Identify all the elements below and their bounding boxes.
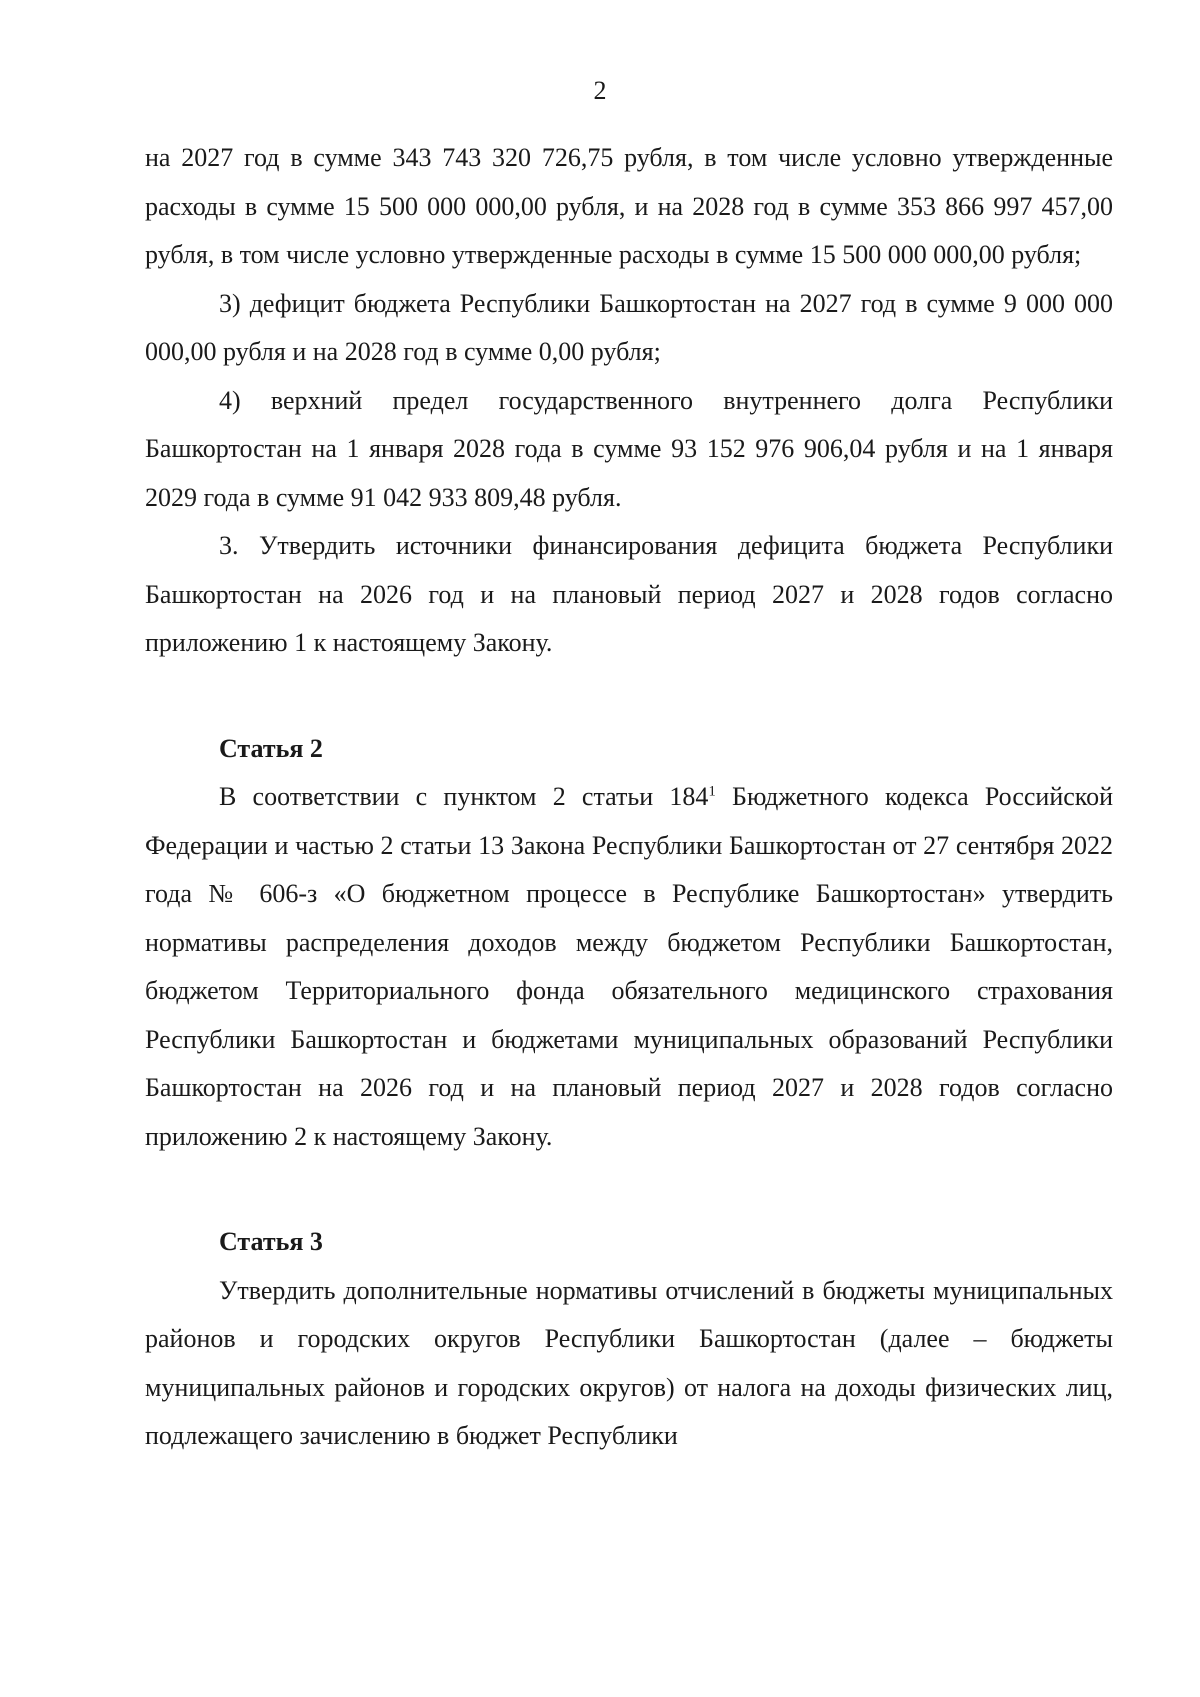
item-4-paragraph: 4) верхний предел государственного внутреннего долга Республики Башкортостан на 1 января 2028 года в сумме 93 152 976 906,04 рубля и на 1 января 2029 года в сумме 91 042 933 809,48 рубля. [145, 385, 1113, 512]
section-spacer [145, 1161, 1113, 1218]
item-3-paragraph: 3) дефицит бюджета Республики Башкортостан на 2027 год в сумме 9 000 000 000,00 рубля и на 2028 год в сумме 0,00 рубля; [145, 288, 1113, 366]
article-2-text-end: Бюджетного кодекса Российской Федерации и частью 2 статьи 13 Закона Республики Башкортостан от 27 сентября 2022 года № 606-з «О бюджетном процессе в Республике Башкортостан» утвердить нормативы распределения доходов между бюджетом Республики Башкортостан, бюджетом Территориального фонда обязательного медицинского страхования Республики Башкортостан и бюджетами муниципальных образований Республики Башкортостан на 2026 год и на плановый период 2027 и 2028 годов согласно приложению 2 к настоящему Закону. [145, 782, 1113, 1151]
section-spacer [145, 668, 1113, 725]
article-2-heading: Статья 2 [219, 733, 323, 763]
document-body [145, 134, 1113, 1461]
continuation-paragraph: на 2027 год в сумме 343 743 320 726,75 рубля, в том числе условно утвержденные расходы в сумме 15 500 000 000,00 рубля, и на 2028 год в сумме 353 866 997 457,00 рубля, в том числе условно утвержденные расходы в сумме 15 500 000 000,00 рубля; [145, 143, 1113, 269]
page-number: 2 [593, 76, 607, 105]
article-3-paragraph: Утвердить дополнительные нормативы отчислений в бюджеты муниципальных районов и городских округов Республики Башкортостан (далее – бюджеты муниципальных районов и городских округов) от налога на доходы физических лиц, подлежащего зачислению в бюджет Республики [145, 1275, 1113, 1450]
article-2-text-start: В соответствии с пунктом 2 статьи 184 [219, 782, 709, 811]
article-2-paragraph [145, 773, 1113, 1161]
article-2-superscript: 1 [708, 783, 716, 800]
point-3-paragraph: 3. Утвердить источники финансирования дефицита бюджета Республики Башкортостан на 2026 год и на плановый период 2027 и 2028 годов согласно приложению 1 к настоящему Закону. [145, 531, 1113, 657]
article-3-heading: Статья 3 [219, 1227, 323, 1256]
